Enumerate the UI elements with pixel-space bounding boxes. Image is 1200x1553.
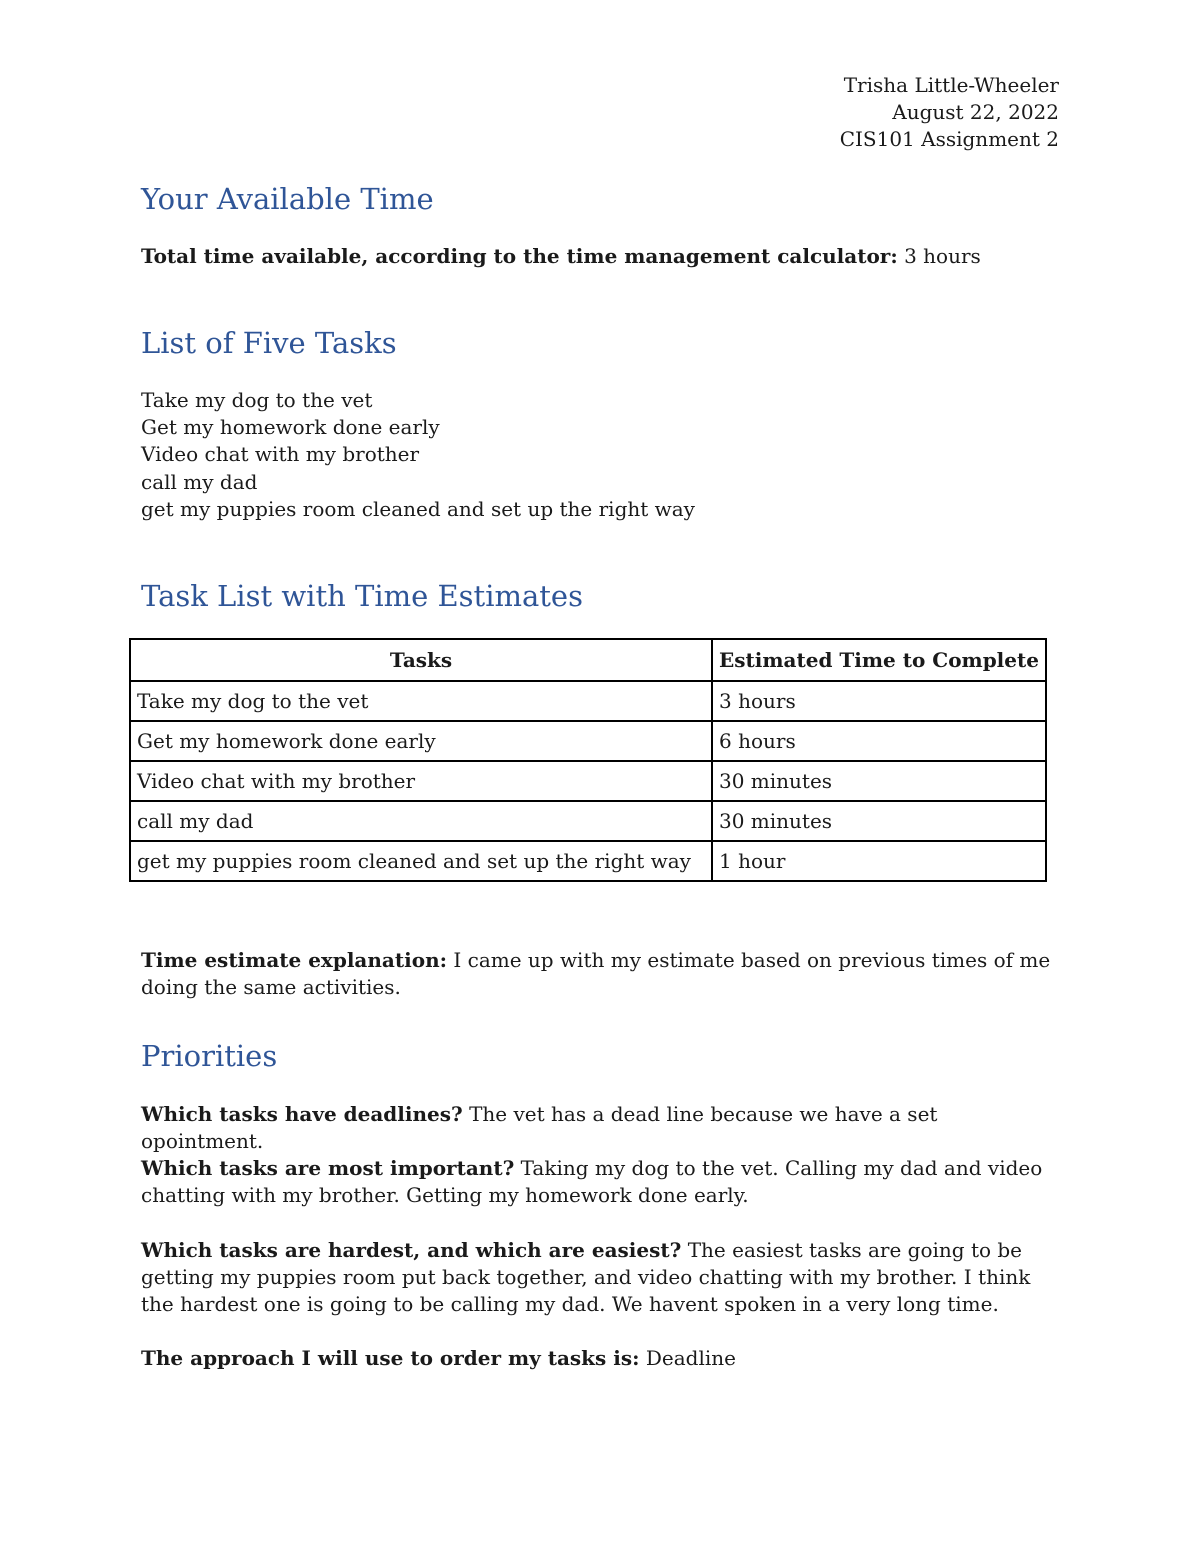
estimates-heading: Task List with Time Estimates (141, 579, 583, 613)
table-row (130, 681, 1046, 721)
important-text: Taking my dog to the vet. Calling my dad and video chatting with my brother. Getting my homework done early. (141, 1156, 1043, 1207)
estimates-table (129, 638, 1047, 882)
five-tasks-list (141, 387, 695, 523)
time-cell: 6 hours (712, 721, 1046, 761)
available-time-paragraph (141, 243, 1061, 270)
column-header-tasks: Tasks (130, 639, 712, 681)
approach-paragraph (141, 1345, 1061, 1372)
time-cell: 30 minutes (712, 801, 1046, 841)
task-cell: call my dad (130, 801, 712, 841)
available-time-label: Total time available, according to the time management calculator: (141, 244, 898, 268)
list-item: get my puppies room cleaned and set up the right way (141, 496, 695, 521)
hardest-text: The easiest tasks are going to be getting my puppies room put back together, and video chatting with my brother. I think the hardest one is going to be calling my dad. We havent spoken in a very long time. (141, 1238, 1031, 1316)
time-cell: 3 hours (712, 681, 1046, 721)
priorities-heading: Priorities (141, 1039, 278, 1073)
explanation-label: Time estimate explanation: (141, 948, 447, 972)
table-row (130, 841, 1046, 881)
header-block (840, 72, 1059, 153)
explanation-text: I came up with my estimate based on previous times of me doing the same activities. (141, 948, 1051, 999)
task-cell: Take my dog to the vet (130, 681, 712, 721)
table-header-row (130, 639, 1046, 681)
time-cell: 1 hour (712, 841, 1046, 881)
deadlines-text: The vet has a dead line because we have a set opointment. (141, 1102, 938, 1153)
explanation-paragraph (141, 947, 1061, 1001)
time-cell: 30 minutes (712, 761, 1046, 801)
task-cell: get my puppies room cleaned and set up the right way (130, 841, 712, 881)
author-name: Trisha Little-Wheeler (843, 73, 1059, 97)
important-label: Which tasks are most important? (141, 1156, 515, 1180)
task-cell: Get my homework done early (130, 721, 712, 761)
table-row (130, 801, 1046, 841)
task-cell: Video chat with my brother (130, 761, 712, 801)
list-item: Take my dog to the vet (141, 388, 373, 412)
list-item: Video chat with my brother (141, 442, 420, 467)
list-item: call my dad (141, 469, 258, 494)
approach-label: The approach I will use to order my tasks is: (141, 1346, 640, 1370)
column-header-estimated-time: Estimated Time to Complete (712, 639, 1046, 681)
course-title: CIS101 Assignment 2 (839, 127, 1059, 151)
table-row (130, 761, 1046, 801)
list-item: Get my homework done early (141, 415, 440, 440)
important-paragraph (141, 1155, 1061, 1209)
five-tasks-heading: List of Five Tasks (141, 326, 397, 360)
approach-text: Deadline (645, 1346, 736, 1370)
deadlines-paragraph (141, 1101, 1061, 1155)
deadlines-label: Which tasks have deadlines? (141, 1102, 463, 1126)
hardest-paragraph (141, 1237, 1061, 1318)
document-date: August 22, 2022 (892, 100, 1059, 124)
available-time-heading: Your Available Time (141, 182, 434, 216)
available-time-value: 3 hours (904, 244, 981, 268)
hardest-label: Which tasks are hardest, and which are easiest? (141, 1238, 682, 1262)
table-row (130, 721, 1046, 761)
